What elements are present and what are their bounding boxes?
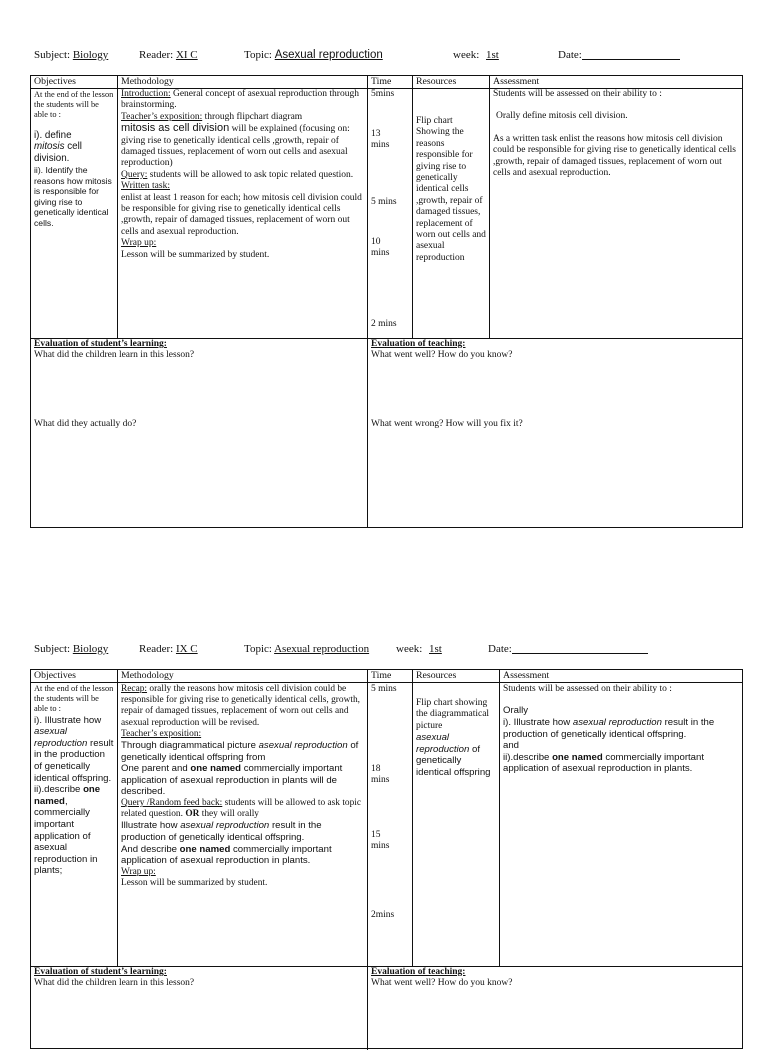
topic-field: Topic: Asexual reproduction [244,643,370,655]
col-resources: Resources [416,670,457,681]
eval-students-cell: Evaluation of student’s learning: What did the children learn in this lesson? What did they actually do? [34,339,195,429]
col-objectives: Objectives [34,670,76,681]
col-resources: Resources [416,76,457,87]
col-assessment: Assessment [493,76,540,87]
reader-field: Reader: IX C [139,643,198,655]
subject-field: Subject: Biology [34,643,109,655]
col-time: Time [371,670,392,681]
objectives-cell: At the end of the lesson the students will be able to : i). Illustrate how asexual reproduction result in the production of genetically identical offspring. ii).describe one named, commercially important application of asexual reproduction in plants; [34,684,114,877]
topic-field: Topic: Asexual reproduction [244,49,383,61]
assessment-cell: Students will be assessed on their ability to : Orally i). Illustrate how asexual reproduction result in the production of genetically identical offspring. and ii).describe one named commercially important application of asexual reproduction in plants. [503,684,715,775]
methodology-cell: Introduction: General concept of asexual reproduction through brainstorming. Teacher’s exposition: through flipchart diagram mitosis as cell division will be explained (focusing on: giving rise to genetically identical cells ,growth, repair of damaged tissues, replacement of worn out cells and asexual reproduction) Query: students will be allowed to ask topic related question. Written task: enlist at least 1 reason for each; how mitosis cell division could be responsible for giving rise to genetically identical cells ,growth, repair of damaged tissues, replacement of worn out cells and asexual reproduction. Wrap up: Lesson will be summarized by student. [121,89,362,260]
eval-students-cell: Evaluation of student’s learning: What did the children learn in this lesson? [34,967,195,989]
reader-field: Reader: XI C [139,49,198,61]
resources-cell: Flip chart showing the diagrammatical picture asexual reproduction of genetically identical offspring [416,698,491,778]
lesson-table: Objectives Methodology Time Resources Assessment At the end of the lesson the students will be able to : i). define mitosis cell division. ii). Identify the reasons how mitosis is responsible for giving rise to genetically identical cells. Introduction: General concept of asexual reproduction through brainstorming. Teacher’s exposition: through flipchart diagram mitosis as cell division will be explained (focusing on: giving rise to genetically identical cells ,growth, repair of damaged tissues, replacement of worn out cells and asexual reproduction) Query: students will be allowed to ask topic related question. Written task: enlist at least 1 reason for each; how mitosis cell division could be responsible for giving rise to genetically identical cells ,growth, repair of damaged tissues, replacement of worn out cells and asexual reproduction. Wrap up: Lesson will be summarized by student. 5mins 13 mins 5 mins 10 mins 2 mins Flip chart Showing the reasons responsible for giving rise to genetically identical cells ,growth, repair of damaged tissues, replacement of worn out cells and asexual reproduction Students will be assessed on their ability to : Orally define mitosis cell division. As a written task enlist the reasons how mitosis cell division could be responsible for giving rise to genetically identical cells ,growth, repair of damaged tissues, replacement of worn out cells and asexual reproduction. Evaluation of student’s learning: What did the children learn in this lesson? What did they actually do? Evaluation of teaching: What went well? How do you know? What went wrong? How will you fix it? [30,75,743,528]
date-field[interactable]: Date: [488,643,512,655]
col-objectives: Objectives [34,76,76,87]
eval-teaching-cell: Evaluation of teaching: What went well? How do you know? [371,967,513,989]
lesson-table: Objectives Methodology Time Resources Assessment At the end of the lesson the students will be able to : i). Illustrate how asexual reproduction result in the production of genetically identical offspring. ii).describe one named, commercially important application of asexual reproduction in plants; Recap: orally the reasons how mitosis cell division could be responsible for giving rise to genetically identical cells, growth, repair of damaged tissues, replacement of worn out cells and asexual reproduction will be revised. Teacher’s exposition: Through diagrammatical picture asexual reproduction of genetically identical offspring from One parent and one named commercially important application of asexual reproduction in plants will de described. Query /Random feed back: students will be allowed to ask topic related question. OR they will orally Illustrate how asexual reproduction result in the production of genetically identical offspring. And describe one named commercially important application of asexual reproduction in plants. Wrap up: Lesson will be summarized by student. 5 mins 18 mins 15 mins 2mins Flip chart showing the diagrammatical picture asexual reproduction of genetically identical offspring Students will be assessed on their ability to : Orally i). Illustrate how asexual reproduction result in the production of genetically identical offspring. and ii).describe one named commercially important application of asexual reproduction in plants. Evaluation of student’s learning: What did the children learn in this lesson? Evaluation of teaching: What went well? How do you know? [30,669,743,1049]
methodology-cell: Recap: orally the reasons how mitosis cell division could be responsible for giving rise to genetically identical cells, growth, repair of damaged tissues, replacement of worn out cells and asexual reproduction will be revised. Teacher’s exposition: Through diagrammatical picture asexual reproduction of genetically identical offspring from One parent and one named commercially important application of asexual reproduction in plants will de described. Query /Random feed back: students will be allowed to ask topic related question. OR they will orally Illustrate how asexual reproduction result in the production of genetically identical offspring. And describe one named commercially important application of asexual reproduction in plants. Wrap up: Lesson will be summarized by student. [121,684,362,888]
eval-teaching-cell: Evaluation of teaching: What went well? How do you know? What went wrong? How will you fix it? [371,339,523,429]
objectives-cell: At the end of the lesson the students will be able to : i). define mitosis cell division. ii). Identify the reasons how mitosis is responsible for giving rise to genetically identical cells. [34,90,114,228]
subject-field: Subject: Biology [34,49,109,61]
col-methodology: Methodology [121,76,174,87]
resources-cell: Flip chart Showing the reasons responsible for giving rise to genetically identical cells ,growth, repair of damaged tissues, replacement of worn out cells and asexual reproduction [416,116,486,263]
week-field: week: 1st [396,643,442,655]
col-methodology: Methodology [121,670,174,681]
date-field[interactable]: Date: [558,49,582,61]
week-field: week: 1st [453,49,499,61]
col-assessment: Assessment [503,670,550,681]
assessment-cell: Students will be assessed on their ability to : Orally define mitosis cell division. As a written task enlist the reasons how mitosis cell division could be responsible for giving rise to genetically identical cells ,growth, repair of damaged tissues, replacement of worn out cells and asexual reproduction. [493,89,736,179]
col-time: Time [371,76,392,87]
